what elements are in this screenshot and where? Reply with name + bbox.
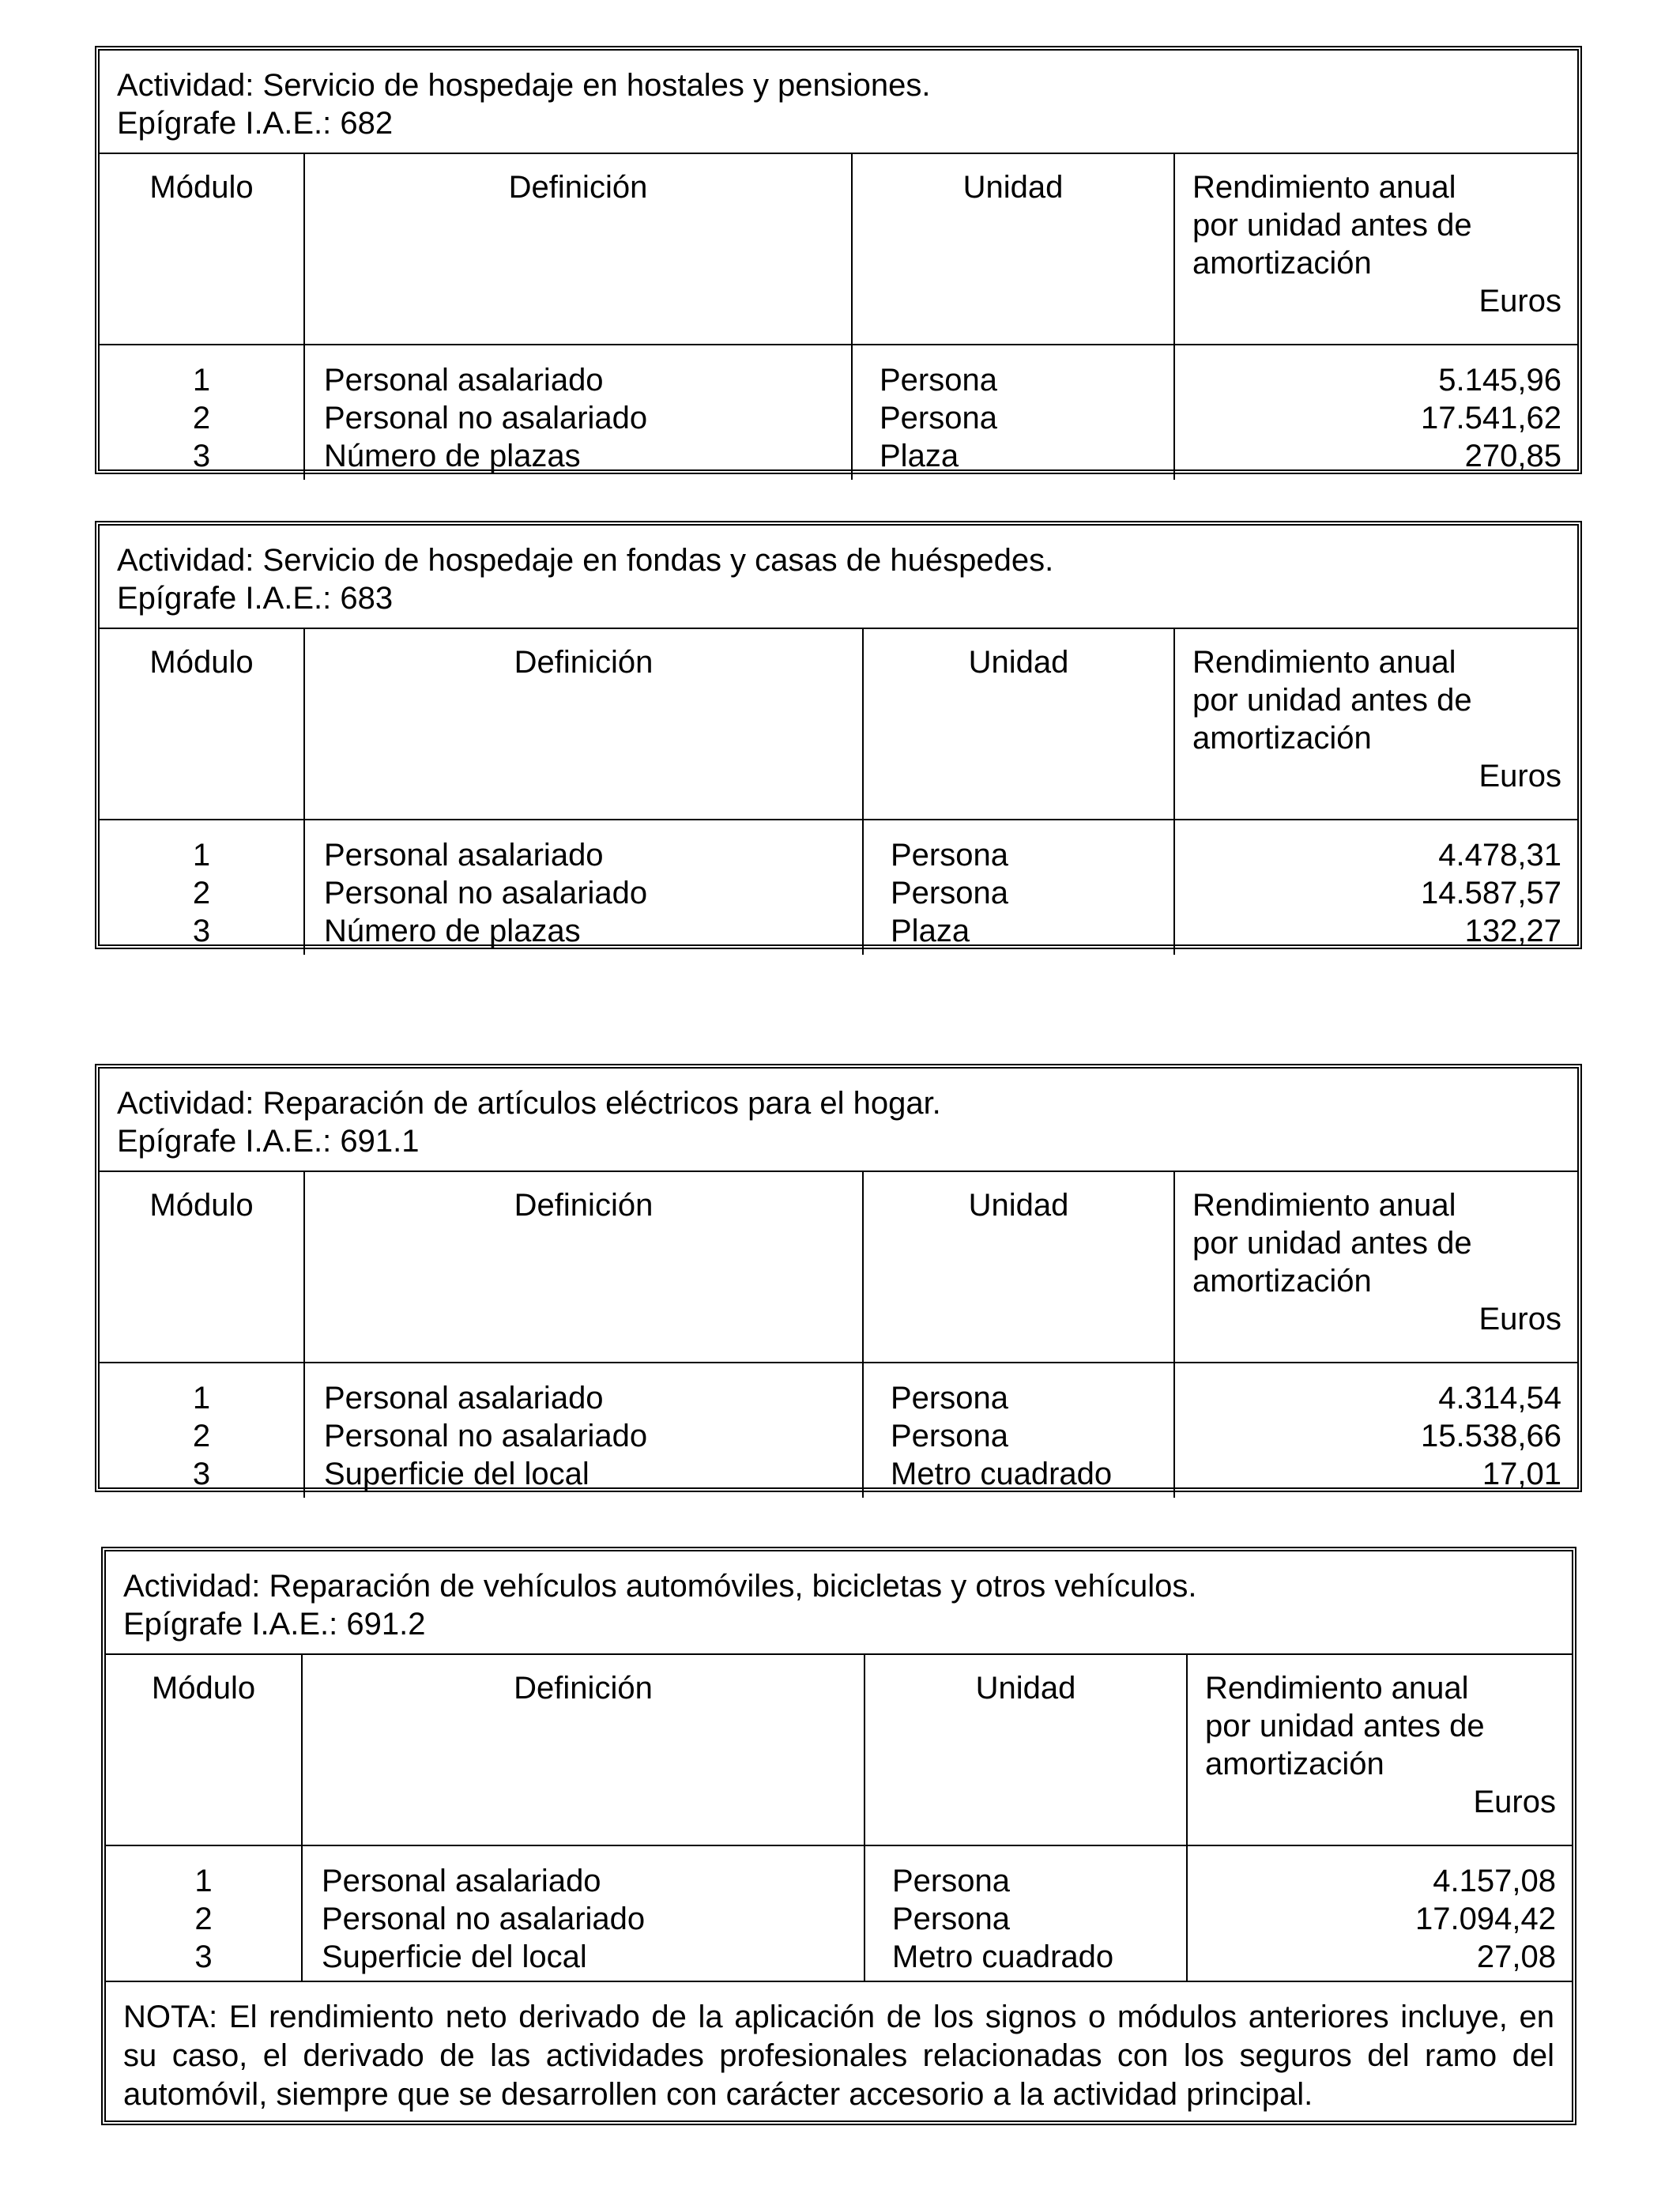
header-euros: Euros (1478, 284, 1561, 319)
activity-title-cell (100, 51, 1577, 153)
modulo-number: 2 (192, 1419, 211, 1453)
header-rendimiento-line: por unidad antes de (1205, 1709, 1485, 1744)
definicion-column (302, 1845, 864, 1981)
rendimiento-value: 4.478,31 (1438, 838, 1561, 873)
header-rendimiento-line: por unidad antes de (1192, 208, 1472, 243)
rendimiento-value: 132,27 (1464, 914, 1561, 948)
activity-name: Actividad: Reparación de vehículos automóviles, bicicletas y otros vehículos. (123, 1569, 1197, 1604)
definicion-column (304, 345, 852, 480)
modulo-number: 1 (192, 838, 211, 873)
modulo-number: 3 (194, 1940, 213, 1974)
unidad-text: Persona (880, 401, 997, 435)
modulo-number: 3 (192, 439, 211, 473)
definicion-column (304, 820, 863, 955)
header-rendimiento-line: amortización (1192, 1264, 1372, 1299)
header-rendimiento-line: Rendimiento anual (1192, 170, 1456, 205)
iae-epigrafe: Epígrafe I.A.E.: 683 (117, 581, 394, 616)
header-definicion: Definición (304, 628, 863, 820)
modulo-column (100, 1363, 304, 1498)
iae-epigrafe: Epígrafe I.A.E.: 691.1 (117, 1124, 420, 1159)
definicion-text: Personal no asalariado (324, 876, 648, 910)
modulo-column (106, 1845, 302, 1981)
unidad-text: Metro cuadrado (892, 1940, 1114, 1974)
definicion-text: Personal asalariado (322, 1864, 601, 1898)
modulo-column (100, 345, 304, 480)
unidad-column (852, 345, 1174, 480)
unidad-text: Persona (892, 1902, 1010, 1936)
rendimiento-column (1174, 820, 1577, 955)
activity-title-cell (100, 526, 1577, 628)
column-header-row (100, 1171, 1577, 1363)
modulo-number: 1 (192, 363, 211, 398)
table-body (100, 345, 1577, 480)
unidad-text: Plaza (880, 439, 959, 473)
activity-table-683 (95, 521, 1582, 949)
header-modulo: Módulo (100, 1171, 304, 1363)
modulo-number: 2 (192, 401, 211, 435)
unidad-text: Persona (891, 1419, 1008, 1453)
rendimiento-value: 17,01 (1482, 1457, 1561, 1491)
header-rendimiento (1174, 628, 1577, 820)
rendimiento-value: 270,85 (1464, 439, 1561, 473)
definicion-text: Número de plazas (324, 914, 581, 948)
header-unidad: Unidad (864, 1654, 1187, 1845)
table-body (100, 820, 1577, 955)
definicion-text: Personal no asalariado (324, 401, 648, 435)
header-euros: Euros (1478, 1302, 1561, 1336)
header-euros: Euros (1478, 759, 1561, 794)
definicion-text: Personal asalariado (324, 838, 604, 873)
activity-table-691-1 (95, 1064, 1582, 1492)
header-rendimiento-line: amortización (1192, 246, 1372, 281)
rendimiento-column (1174, 1363, 1577, 1498)
unidad-column (863, 1363, 1174, 1498)
activity-table-691-2 (101, 1547, 1576, 2125)
modulo-number: 2 (192, 876, 211, 910)
definicion-text: Personal asalariado (324, 363, 604, 398)
column-header-row (100, 153, 1577, 345)
header-rendimiento (1174, 153, 1577, 345)
activity-name: Actividad: Servicio de hospedaje en fondas y casas de huéspedes. (117, 543, 1054, 578)
header-rendimiento-line: por unidad antes de (1192, 1226, 1472, 1261)
rendimiento-value: 5.145,96 (1438, 363, 1561, 398)
modulo-number: 3 (192, 914, 211, 948)
header-unidad: Unidad (852, 153, 1174, 345)
header-definicion: Definición (304, 153, 852, 345)
table-body (106, 1845, 1572, 1981)
unidad-text: Persona (891, 1381, 1008, 1416)
header-unidad: Unidad (863, 1171, 1174, 1363)
rendimiento-value: 4.157,08 (1433, 1864, 1556, 1898)
column-header-row (100, 628, 1577, 820)
column-header-row (106, 1654, 1572, 1845)
rendimiento-value: 17.541,62 (1421, 401, 1561, 435)
activity-title-cell (106, 1551, 1572, 1654)
header-definicion: Definición (302, 1654, 864, 1845)
unidad-text: Persona (891, 838, 1008, 873)
unidad-column (864, 1845, 1187, 1981)
rendimiento-value: 14.587,57 (1421, 876, 1561, 910)
unidad-column (863, 820, 1174, 955)
unidad-text: Persona (880, 363, 997, 398)
definicion-text: Número de plazas (324, 439, 581, 473)
activity-name: Actividad: Servicio de hospedaje en hostales y pensiones. (117, 68, 931, 103)
rendimiento-value: 17.094,42 (1415, 1902, 1556, 1936)
header-euros: Euros (1473, 1785, 1556, 1819)
header-modulo: Módulo (106, 1654, 302, 1845)
unidad-text: Plaza (891, 914, 970, 948)
modulo-column (100, 820, 304, 955)
rendimiento-value: 15.538,66 (1421, 1419, 1561, 1453)
definicion-column (304, 1363, 863, 1498)
rendimiento-column (1174, 345, 1577, 480)
rendimiento-value: 4.314,54 (1438, 1381, 1561, 1416)
iae-epigrafe: Epígrafe I.A.E.: 682 (117, 106, 394, 141)
activity-name: Actividad: Reparación de artículos eléctricos para el hogar. (117, 1086, 941, 1121)
definicion-text: Superficie del local (322, 1940, 587, 1974)
header-rendimiento-line: Rendimiento anual (1192, 1188, 1456, 1223)
modulo-number: 2 (194, 1902, 213, 1936)
header-rendimiento-line: Rendimiento anual (1205, 1671, 1469, 1706)
unidad-text: Metro cuadrado (891, 1457, 1113, 1491)
rendimiento-column (1187, 1845, 1572, 1981)
definicion-text: Personal asalariado (324, 1381, 604, 1416)
rendimiento-value: 27,08 (1476, 1940, 1556, 1974)
table-body (100, 1363, 1577, 1498)
header-rendimiento (1187, 1654, 1572, 1845)
modulo-number: 1 (194, 1864, 213, 1898)
activity-table-682 (95, 46, 1582, 474)
definicion-text: Superficie del local (324, 1457, 590, 1491)
header-rendimiento-line: amortización (1192, 721, 1372, 756)
iae-epigrafe: Epígrafe I.A.E.: 691.2 (123, 1607, 426, 1642)
header-modulo: Módulo (100, 153, 304, 345)
definicion-text: Personal no asalariado (324, 1419, 648, 1453)
definicion-text: Personal no asalariado (322, 1902, 646, 1936)
nota-text: NOTA: El rendimiento neto derivado de la aplicación de los signos o módulos anteriores incluye, en su caso, el derivado de las actividades profesionales relacionadas con los seguros del ramo del automóvil, siempre que se desarrollen con carácter accesorio a la actividad principal. (106, 1981, 1572, 2120)
unidad-text: Persona (891, 876, 1008, 910)
activity-title-cell (100, 1069, 1577, 1171)
header-unidad: Unidad (863, 628, 1174, 820)
header-rendimiento-line: por unidad antes de (1192, 683, 1472, 718)
header-rendimiento (1174, 1171, 1577, 1363)
header-rendimiento-line: Rendimiento anual (1192, 645, 1456, 680)
modulo-number: 3 (192, 1457, 211, 1491)
unidad-text: Persona (892, 1864, 1010, 1898)
header-modulo: Módulo (100, 628, 304, 820)
header-rendimiento-line: amortización (1205, 1747, 1384, 1781)
header-definicion: Definición (304, 1171, 863, 1363)
modulo-number: 1 (192, 1381, 211, 1416)
